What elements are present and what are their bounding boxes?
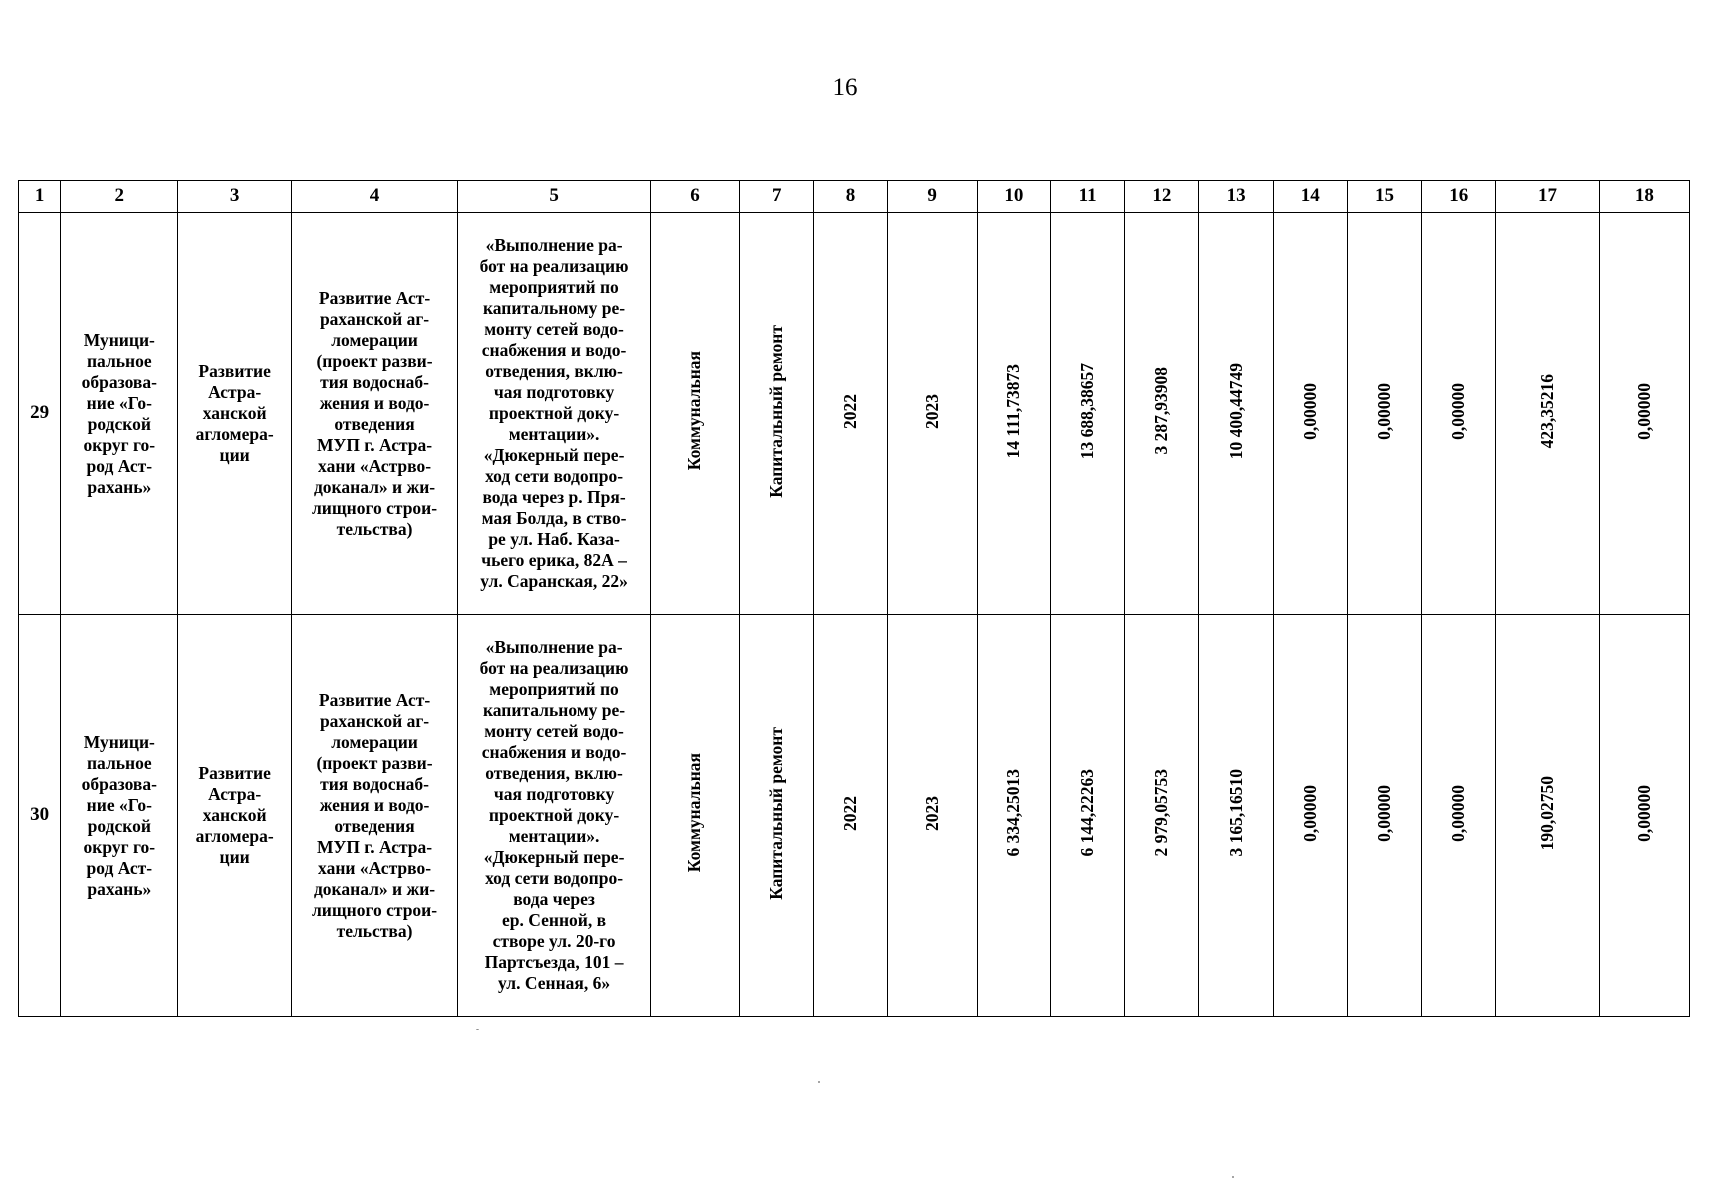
value-cell-11 (1051, 213, 1125, 615)
value-18: 0,00000 (1633, 382, 1654, 440)
value-cell-17 (1496, 213, 1599, 615)
value-cell-12 (1125, 615, 1199, 1017)
value-cell-16 (1422, 213, 1496, 615)
value-cell-12 (1125, 213, 1199, 615)
work-type-text: Капитальный ремонт (766, 726, 787, 900)
row-number: 30 (19, 615, 61, 1017)
ownership-text: Коммунальная (684, 351, 705, 471)
year-end-cell (887, 615, 977, 1017)
value-cell-13 (1199, 213, 1273, 615)
municipality-text: Муници- пальное образова- ние «Го- родской округ го- род Аст- рахань» (81, 329, 157, 497)
municipality-cell (61, 615, 178, 1017)
header-cell: 3 (178, 181, 291, 213)
object-text: «Выполнение ра- бот на реализацию мероприятий по капитальному ре- монту сетей водо- снабжения и водо- отведения, вклю- чая подготовку проектной доку- ментации». «Дюкерный пере- ход сети водопро- вода через ер. Сенной, в створе ул. 20-го Партсъезда, 101 – ул. Сенная, 6» (479, 637, 629, 993)
value-10: 6 334,25013 (1003, 769, 1024, 857)
header-cell: 7 (740, 181, 814, 213)
ownership-cell (650, 213, 739, 615)
project-cell (178, 213, 291, 615)
value-16: 0,00000 (1448, 382, 1469, 440)
value-18: 0,00000 (1633, 784, 1654, 842)
ownership-text: Коммунальная (684, 753, 705, 873)
header-cell: 18 (1599, 181, 1689, 213)
header-cell: 4 (291, 181, 457, 213)
header-cell: 16 (1422, 181, 1496, 213)
value-cell-13 (1199, 615, 1273, 1017)
value-17: 190,02750 (1536, 775, 1557, 851)
project-text: Развитие Астра- ханской агломера- ции (195, 763, 274, 867)
value-cell-10 (977, 213, 1050, 615)
scan-speck (818, 1081, 820, 1083)
header-cell: 14 (1273, 181, 1347, 213)
project-cell (178, 615, 291, 1017)
year-start-text: 2022 (839, 795, 860, 831)
year-start-cell (814, 615, 887, 1017)
year-end-text: 2023 (921, 393, 942, 429)
value-cell-11 (1051, 615, 1125, 1017)
table-row (19, 213, 1690, 615)
header-row (19, 181, 1690, 213)
work-type-cell (740, 213, 814, 615)
value-cell-14 (1273, 213, 1347, 615)
value-11: 13 688,38657 (1077, 362, 1098, 460)
value-cell-15 (1347, 615, 1421, 1017)
header-cell: 2 (61, 181, 178, 213)
value-cell-15 (1347, 213, 1421, 615)
value-12: 3 287,93908 (1151, 367, 1172, 455)
scan-speck (476, 1029, 479, 1030)
year-end-text: 2023 (921, 795, 942, 831)
header-cell: 1 (19, 181, 61, 213)
value-cell-18 (1599, 213, 1689, 615)
year-start-cell (814, 213, 887, 615)
value-15: 0,00000 (1374, 382, 1395, 440)
object-cell (458, 213, 651, 615)
project-text: Развитие Астра- ханской агломера- ции (195, 361, 274, 465)
page-number: 16 (832, 74, 858, 101)
value-cell-17 (1496, 615, 1599, 1017)
value-15: 0,00000 (1374, 784, 1395, 842)
object-cell (458, 615, 651, 1017)
header-cell: 9 (887, 181, 977, 213)
header-cell: 8 (814, 181, 887, 213)
value-cell-16 (1422, 615, 1496, 1017)
header-cell: 15 (1347, 181, 1421, 213)
subproject-cell (291, 615, 457, 1017)
scan-speck (1232, 1176, 1234, 1178)
municipality-cell (61, 213, 178, 615)
subproject-text: Развитие Аст- раханской аг- ломерации (проект разви- тия водоснаб- жения и водо- отведения МУП г. Астра- хани «Астрво- доканал» и жи- лищного строи- тельства) (311, 689, 438, 941)
table-row (19, 615, 1690, 1017)
value-17: 423,35216 (1536, 373, 1557, 449)
header-cell: 5 (458, 181, 651, 213)
header-cell: 10 (977, 181, 1050, 213)
value-10: 14 111,73873 (1003, 363, 1024, 459)
value-14: 0,00000 (1299, 784, 1320, 842)
subproject-text: Развитие Аст- раханской аг- ломерации (проект разви- тия водоснаб- жения и водо- отведения МУП г. Астра- хани «Астрво- доканал» и жи- лищного строи- тельства) (311, 287, 438, 539)
municipality-text: Муници- пальное образова- ние «Го- родской округ го- род Аст- рахань» (81, 731, 157, 899)
year-end-cell (887, 213, 977, 615)
row-number: 29 (19, 213, 61, 615)
year-start-text: 2022 (839, 393, 860, 429)
value-cell-14 (1273, 615, 1347, 1017)
value-cell-10 (977, 615, 1050, 1017)
object-text: «Выполнение ра- бот на реализацию мероприятий по капитальному ре- монту сетей водо- снабжения и водо- отведения, вклю- чая подготовку проектной доку- ментации». «Дюкерный пере- ход сети водопро- вода через р. Пря- мая Болда, в ство- ре ул. Наб. Каза- чьего ерика, 82А – ул. Саранская, 22» (479, 235, 629, 591)
header-cell: 13 (1199, 181, 1273, 213)
header-cell: 12 (1125, 181, 1199, 213)
value-14: 0,00000 (1299, 382, 1320, 440)
data-table (18, 180, 1690, 1017)
header-cell: 11 (1051, 181, 1125, 213)
value-12: 2 979,05753 (1151, 769, 1172, 857)
value-16: 0,00000 (1448, 784, 1469, 842)
work-type-cell (740, 615, 814, 1017)
value-13: 10 400,44749 (1225, 362, 1246, 460)
subproject-cell (291, 213, 457, 615)
header-cell: 6 (650, 181, 739, 213)
value-11: 6 144,22263 (1077, 769, 1098, 857)
ownership-cell (650, 615, 739, 1017)
value-13: 3 165,16510 (1225, 769, 1246, 857)
header-cell: 17 (1496, 181, 1599, 213)
work-type-text: Капитальный ремонт (766, 324, 787, 498)
value-cell-18 (1599, 615, 1689, 1017)
